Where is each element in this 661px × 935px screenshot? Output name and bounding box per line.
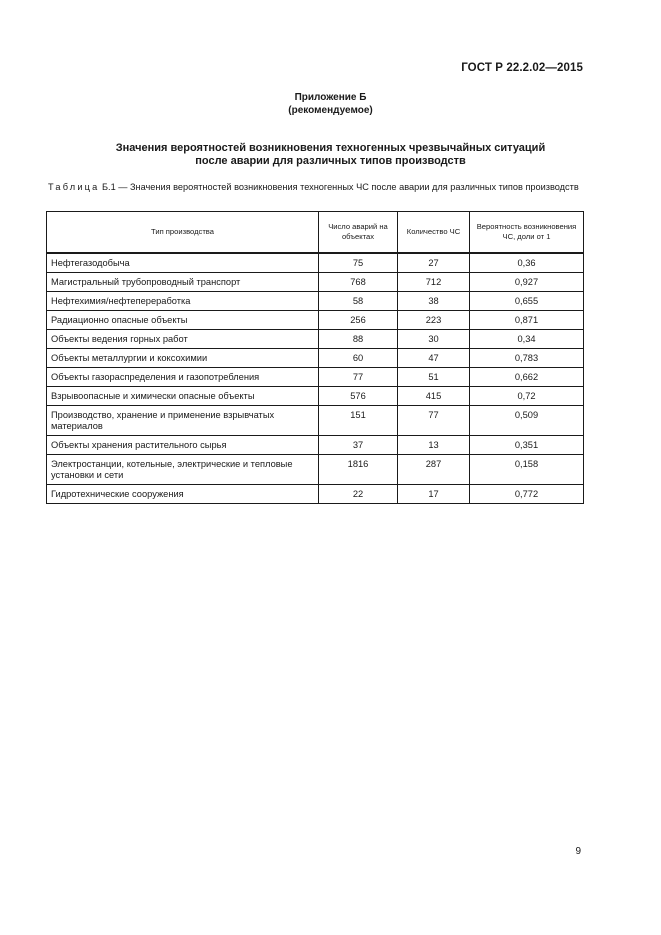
production-type-cell: Объекты ведения горных работ [47,330,319,349]
header-production-type: Тип производства [47,212,319,254]
probability-cell: 0,36 [470,253,584,273]
accident-count-cell: 1816 [319,455,398,485]
production-type-cell: Нефтехимия/нефтепереработка [47,292,319,311]
emergency-count-cell: 17 [398,485,470,504]
table-caption-text: Б.1 — Значения вероятностей возникновения техногенных ЧС после аварии для различных типов производств [99,182,579,192]
probability-cell: 0,871 [470,311,584,330]
emergency-count-cell: 13 [398,436,470,455]
accident-count-cell: 77 [319,368,398,387]
production-type-cell: Нефтегазодобыча [47,253,319,273]
accident-count-cell: 768 [319,273,398,292]
emergency-count-cell: 47 [398,349,470,368]
emergency-count-cell: 30 [398,330,470,349]
production-type-cell: Объекты металлургии и коксохимии [47,349,319,368]
table-row [47,349,584,368]
table-row [47,253,584,273]
emergency-count-cell: 415 [398,387,470,406]
appendix-status: (рекомендуемое) [288,105,373,116]
probability-cell: 0,783 [470,349,584,368]
page-number: 9 [575,846,581,857]
accident-count-cell: 60 [319,349,398,368]
accident-count-cell: 58 [319,292,398,311]
table-row [47,292,584,311]
accident-count-cell: 576 [319,387,398,406]
production-type-cell: Объекты хранения растительного сырья [47,436,319,455]
table-header-row [47,212,584,254]
production-type-cell: Производство, хранение и применение взрывчатых материалов [47,406,319,436]
probability-cell: 0,509 [470,406,584,436]
table-row [47,406,584,436]
probability-cell: 0,351 [470,436,584,455]
accident-count-cell: 75 [319,253,398,273]
emergency-count-cell: 287 [398,455,470,485]
table-row [47,455,584,485]
table-row [47,368,584,387]
accident-count-cell: 256 [319,311,398,330]
production-type-cell: Радиационно опасные объекты [47,311,319,330]
appendix-title: Приложение Б [294,92,367,103]
production-type-cell: Электростанции, котельные, электрические и тепловые установки и сети [47,455,319,485]
probability-cell: 0,772 [470,485,584,504]
table-row [47,387,584,406]
accident-count-cell: 22 [319,485,398,504]
table-caption [48,181,588,193]
appendix-block [0,91,661,117]
probability-cell: 0,72 [470,387,584,406]
probability-cell: 0,34 [470,330,584,349]
header-emergency-count: Количество ЧС [398,212,470,254]
section-heading-line-2: после аварии для различных типов производств [195,155,466,167]
emergency-count-cell: 27 [398,253,470,273]
probability-cell: 0,158 [470,455,584,485]
standard-code: ГОСТ Р 22.2.02—2015 [461,62,583,74]
production-type-cell: Взрывоопасные и химически опасные объекты [47,387,319,406]
accident-count-cell: 88 [319,330,398,349]
header-accident-count: Число аварий на объектах [319,212,398,254]
emergency-count-cell: 51 [398,368,470,387]
emergency-count-cell: 38 [398,292,470,311]
emergency-count-cell: 223 [398,311,470,330]
emergency-count-cell: 77 [398,406,470,436]
accident-count-cell: 37 [319,436,398,455]
table-row [47,273,584,292]
probability-cell: 0,927 [470,273,584,292]
header-probability: Вероятность возникновения ЧС, доли от 1 [470,212,584,254]
table-row [47,485,584,504]
section-heading [0,142,661,168]
table-caption-label: Таблица [48,182,100,192]
section-heading-line-1: Значения вероятностей возникновения техногенных чрезвычайных ситуаций [115,142,546,154]
probability-cell: 0,662 [470,368,584,387]
table-row [47,330,584,349]
production-type-cell: Объекты газораспределения и газопотребления [47,368,319,387]
probability-table [46,211,584,504]
production-type-cell: Гидротехнические сооружения [47,485,319,504]
table-row [47,311,584,330]
table-row [47,436,584,455]
accident-count-cell: 151 [319,406,398,436]
probability-cell: 0,655 [470,292,584,311]
emergency-count-cell: 712 [398,273,470,292]
production-type-cell: Магистральный трубопроводный транспорт [47,273,319,292]
